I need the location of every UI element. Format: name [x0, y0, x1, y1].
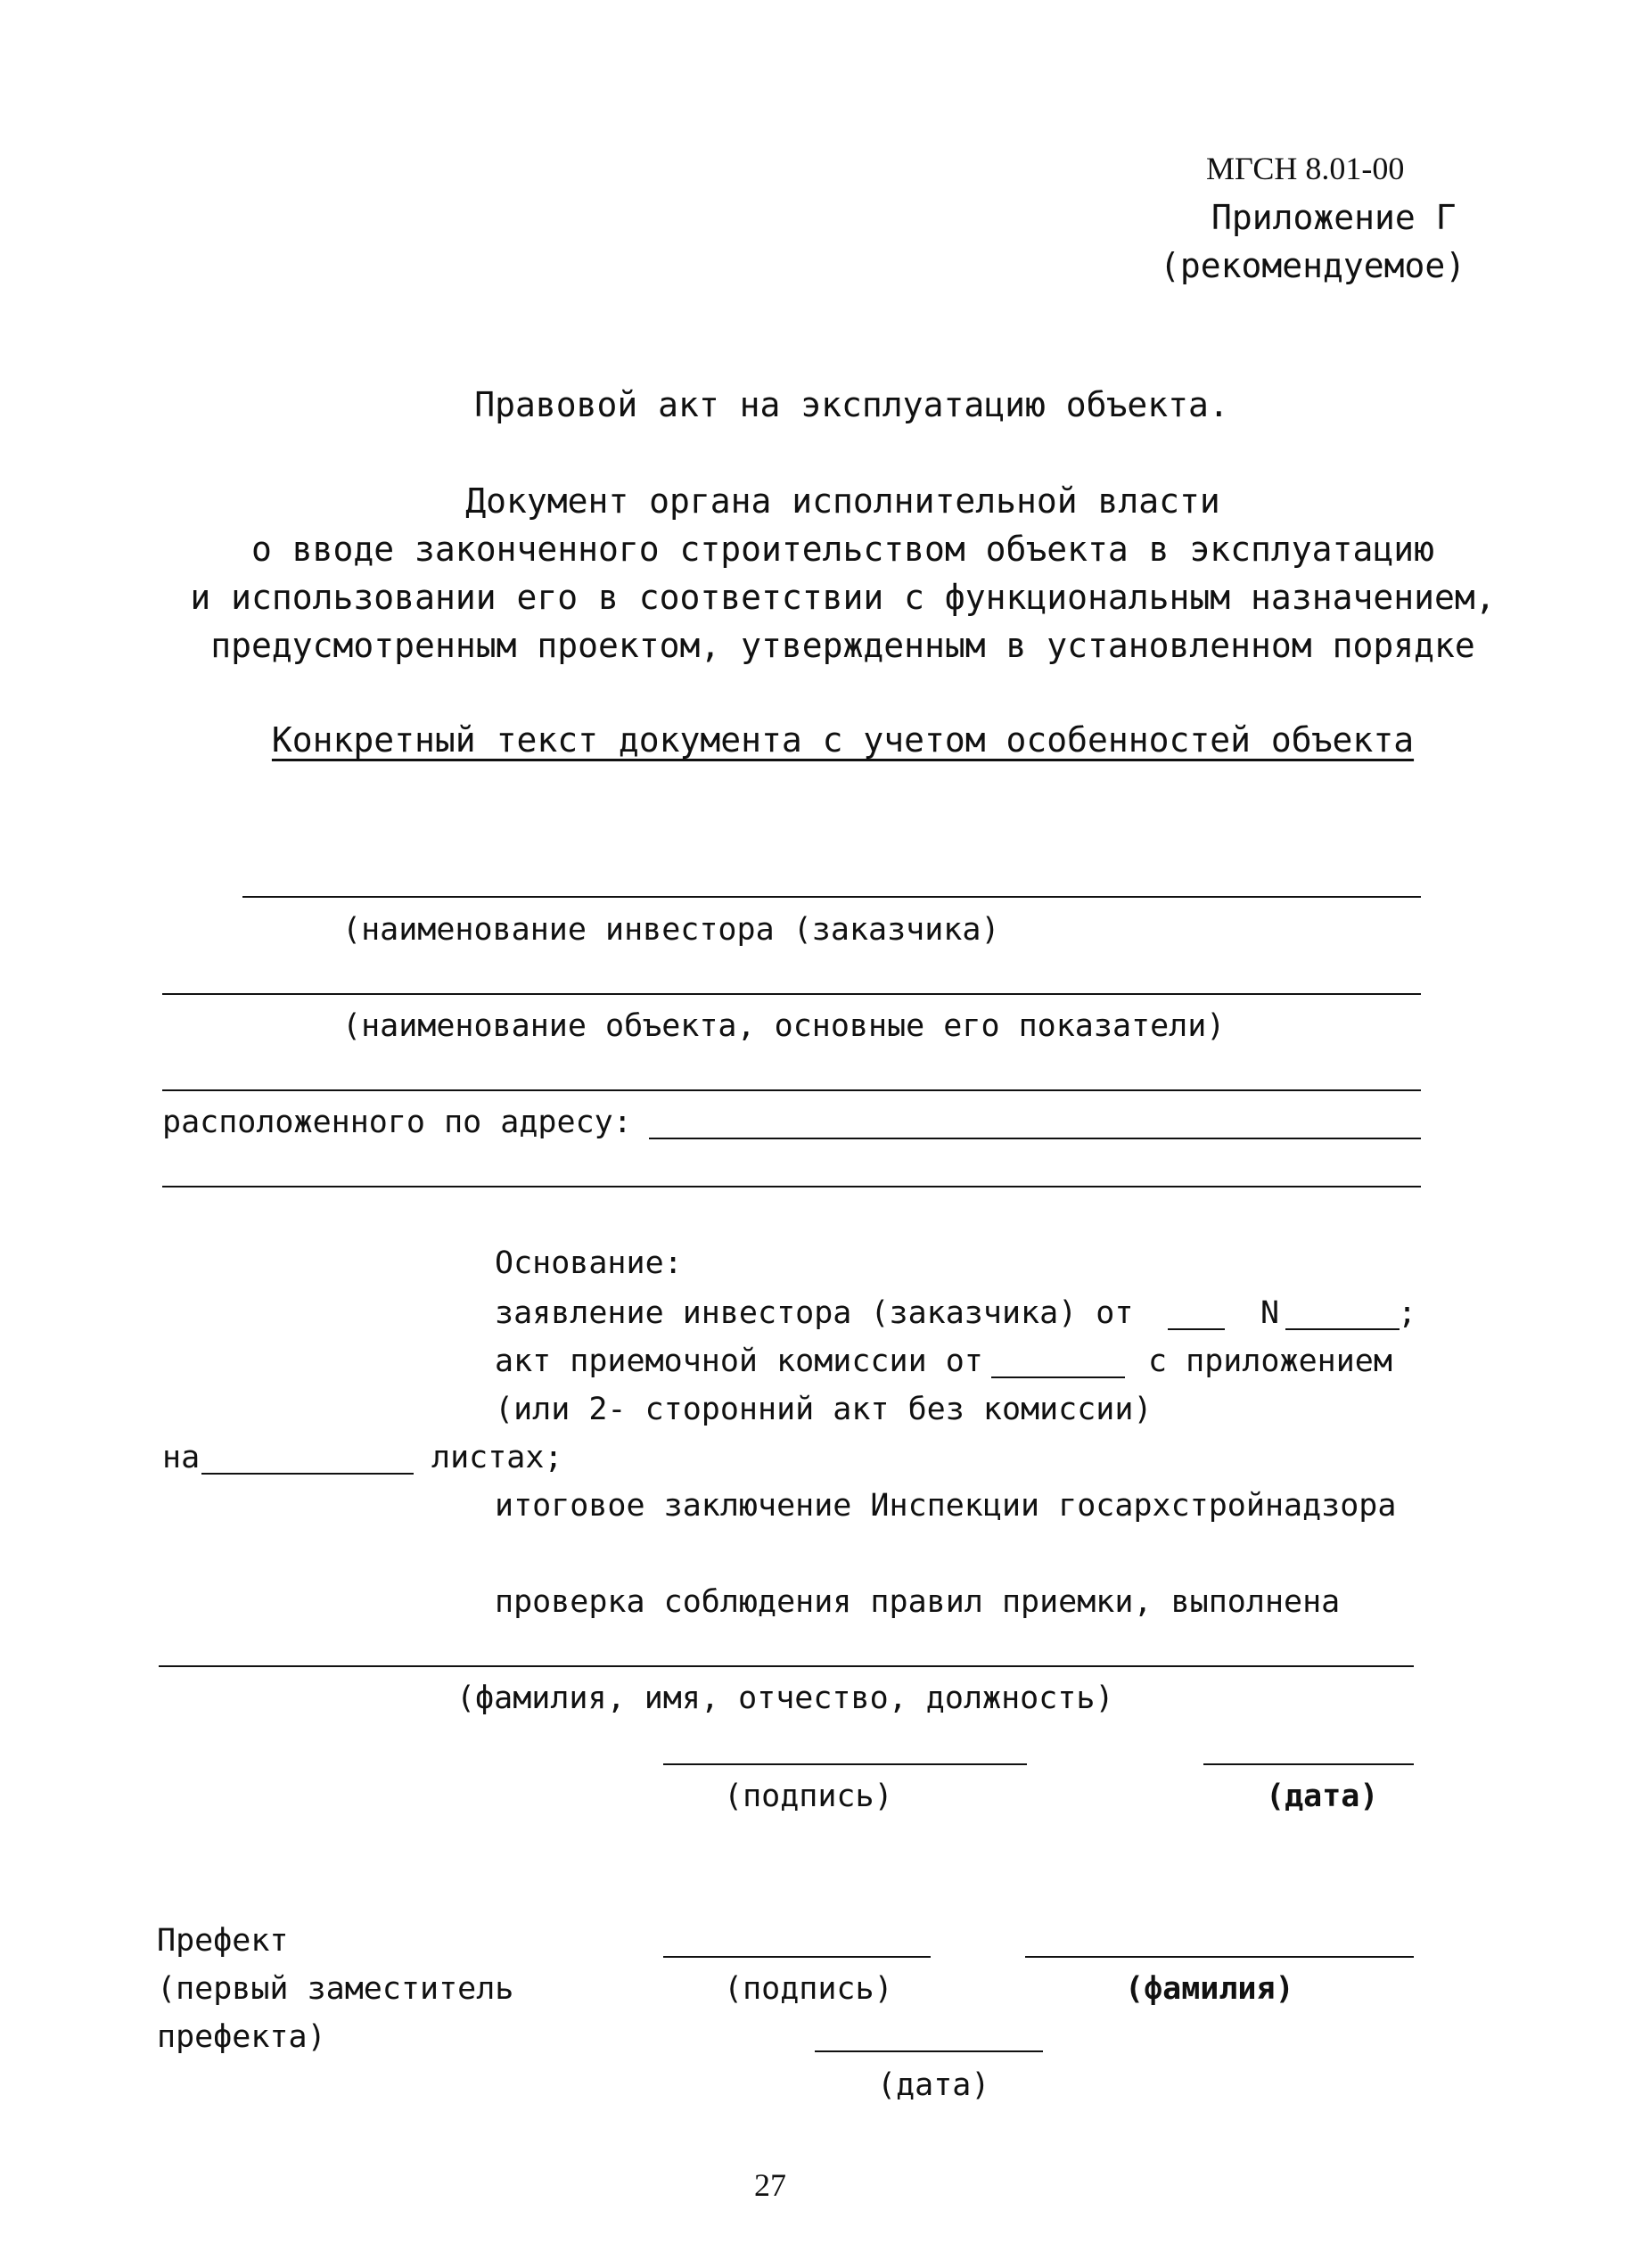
page-number: 27 [754, 2167, 786, 2203]
address-line [649, 1138, 1421, 1139]
investor-caption: (наименование инвестора (заказчика) [342, 912, 1000, 948]
title-line-1: Документ органа исполнительной власти [465, 481, 1220, 521]
statement-end: ; [1398, 1295, 1417, 1331]
prefect-date-line [815, 2050, 1043, 2052]
title-line-3: и использовании его в соответствии с функциональным назначением, [190, 578, 1496, 617]
prefect-label-end: префекта) [157, 2019, 326, 2055]
title-line-2: о вводе законченного строительством объекта в эксплуатацию [251, 530, 1434, 569]
prefect-surname-caption: (фамилия) [1125, 1971, 1294, 2007]
investor-line [242, 896, 1421, 898]
appendix-label: Приложение Г [1211, 198, 1457, 237]
title-line-4: предусмотренным проектом, утвержденным в установленном порядке [210, 626, 1475, 665]
basis-heading: Основание: [495, 1245, 683, 1281]
prefect-deputy-label: (первый заместитель [157, 1971, 514, 2007]
object-line [162, 993, 1421, 995]
date-line [1203, 1763, 1414, 1765]
object-line-2 [162, 1089, 1421, 1091]
prefect-label: Префект [157, 1923, 289, 1959]
object-caption: (наименование объекта, основные его показатели) [342, 1008, 1226, 1044]
statement-number-line [1285, 1328, 1400, 1330]
act-suffix: с приложением [1148, 1344, 1392, 1379]
address-label: расположенного по адресу: [162, 1105, 632, 1140]
person-line [159, 1665, 1414, 1667]
act-alternative: (или 2- сторонний акт без комиссии) [495, 1392, 1153, 1427]
check-text: проверка соблюдения правил приемки, выполнена [495, 1584, 1341, 1620]
conclusion-text: итоговое заключение Инспекции госархстройнадзора [495, 1488, 1397, 1524]
prefect-date-caption: (дата) [877, 2067, 990, 2103]
sheets-prefix: на [162, 1440, 201, 1475]
prefect-signature-caption: (подпись) [724, 1971, 893, 2007]
act-date-line [991, 1376, 1125, 1378]
statement-text: заявление инвестора (заказчика) от [495, 1295, 1134, 1331]
sheets-suffix: листах; [431, 1440, 563, 1475]
page-title: Правовой акт на эксплуатацию объекта. [474, 385, 1229, 424]
date-caption: (дата) [1266, 1779, 1379, 1814]
appendix-status: (рекомендуемое) [1160, 246, 1466, 285]
address-line-2 [162, 1186, 1421, 1187]
statement-number-label: N [1260, 1295, 1280, 1331]
sheets-line [201, 1473, 414, 1475]
signature-line [663, 1763, 1027, 1765]
statement-date-line [1168, 1328, 1225, 1330]
person-caption: (фамилия, имя, отчество, должность) [456, 1680, 1114, 1716]
prefect-signature-line [663, 1956, 931, 1958]
act-text: акт приемочной комиссии от [495, 1344, 983, 1379]
signature-caption: (подпись) [724, 1779, 893, 1814]
document-text-note: Конкретный текст документа с учетом особенностей объекта [271, 720, 1415, 760]
document-code: МГСН 8.01-00 [1206, 151, 1405, 186]
prefect-surname-line [1025, 1956, 1414, 1958]
